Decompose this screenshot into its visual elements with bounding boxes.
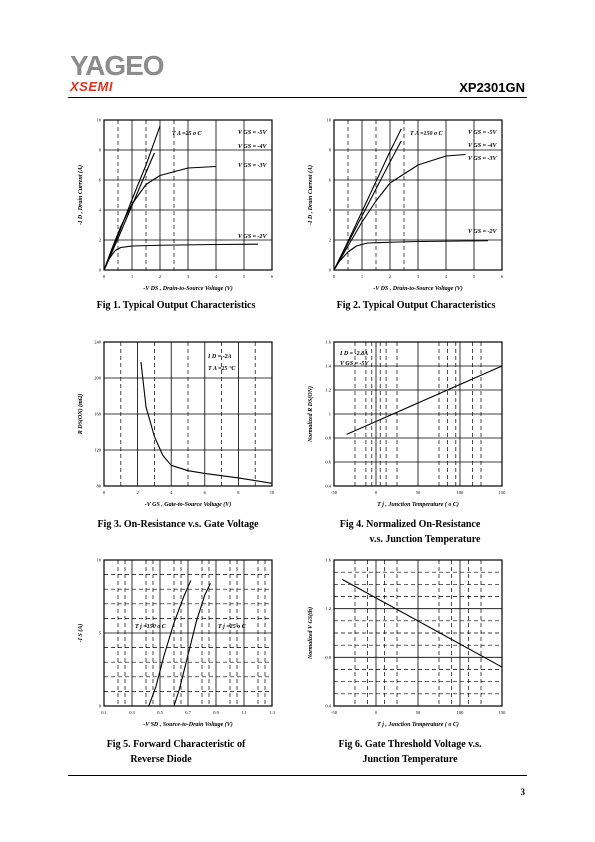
annotation-2: T A =25 °C (208, 366, 236, 372)
y-tick-label: 160 (94, 411, 101, 417)
part-number: XP2301GN (459, 80, 525, 95)
annotation-1: I D = -2.8A (340, 351, 369, 357)
chart-2 (298, 110, 518, 330)
figure-2-caption: Fig 2. Typical Output Characteristics (336, 300, 496, 311)
annotation-1: T A =25 o C (172, 131, 202, 137)
x-tick-label: 2 (158, 274, 162, 279)
y-tick-label: 240 (94, 339, 101, 345)
y-tick-label: 2 (328, 237, 331, 243)
x-tick-label: -50 (331, 710, 337, 715)
annotation-4: V GS = -3V (238, 163, 267, 169)
x-tick-label: 50 (415, 710, 421, 715)
y-tick-label: 6 (328, 177, 331, 183)
annotation-2: V GS = -5V (238, 130, 267, 136)
x-tick-label: 2 (136, 490, 139, 495)
annotation-1: T A =150 o C (410, 131, 443, 137)
brand-logo-top: YAGEO (70, 50, 164, 81)
figure-3-caption: Fig 3. On-Resistance v.s. Gate Voltage (97, 519, 259, 530)
annotation-3: V GS = -4V (468, 143, 497, 149)
figure-6-caption (290, 737, 530, 767)
x-tick-label: 8 (237, 490, 240, 495)
chart-1 (68, 110, 288, 330)
x-tick-label: 0 (332, 274, 336, 279)
x-tick-label: 5 (242, 274, 246, 279)
x-tick-label: 6 (500, 274, 504, 279)
series-line-1 (141, 362, 272, 484)
x-tick-label: 150 (498, 490, 506, 495)
y-tick-label: 80 (96, 483, 101, 489)
y-tick-label: 4 (328, 207, 331, 213)
annotation-1: I D = -2A (208, 354, 232, 360)
x-tick-label: 1.3 (269, 710, 275, 715)
figure-4-caption-line2: v.s. Junction Temperature (369, 534, 481, 545)
annotation-5: V GS = -2V (238, 234, 267, 240)
x-tick-label: 6 (203, 490, 206, 495)
y-axis-label: Normalized R DS(ON) (308, 385, 314, 443)
series-line-2 (104, 153, 154, 270)
y-tick-label: 2 (98, 237, 101, 243)
series-line-1 (149, 580, 191, 706)
figure-4-caption-line1: Fig 4. Normalized On-Resistance (339, 519, 481, 530)
y-tick-label: 1.2 (325, 606, 331, 612)
series-line-4 (334, 241, 488, 270)
y-tick-label: 0 (98, 267, 101, 273)
x-axis-label: -V DS , Drain-to-Source Voltage (V) (373, 286, 463, 292)
x-tick-label: 0.1 (101, 710, 107, 715)
series-line-1 (347, 366, 502, 434)
y-tick-label: 1.6 (325, 339, 331, 345)
x-tick-label: 50 (415, 490, 421, 495)
header-rule (68, 97, 527, 98)
y-tick-label: 120 (94, 447, 101, 453)
x-tick-label: 0.3 (129, 710, 135, 715)
x-axis-label: T j , Junction Temperature ( o C) (377, 502, 459, 508)
x-tick-label: 100 (456, 490, 464, 495)
x-tick-label: 4 (214, 274, 218, 279)
y-axis-label: Normalized V GS(th) (308, 606, 314, 660)
series-line-1 (342, 579, 502, 667)
y-tick-label: 6 (98, 177, 101, 183)
y-tick-label: 5 (98, 630, 101, 636)
x-tick-label: 4 (170, 490, 173, 495)
x-tick-label: 2 (388, 274, 392, 279)
page-number: 3 (520, 787, 525, 797)
annotation-5: V GS = -2V (468, 229, 497, 235)
x-axis-label: T j , Junction Temperature ( o C) (377, 722, 459, 728)
y-tick-label: 200 (94, 375, 101, 381)
x-tick-label: 150 (498, 710, 506, 715)
x-tick-label: 1.1 (241, 710, 247, 715)
x-tick-label: 1 (360, 274, 364, 279)
x-tick-label: 1 (130, 274, 134, 279)
series-line-4 (104, 244, 258, 270)
y-axis-label: -I D , Drain Current (A) (308, 164, 314, 226)
y-tick-label: 4 (98, 207, 101, 213)
x-tick-label: 3 (186, 274, 190, 279)
x-tick-label: 100 (456, 710, 464, 715)
annotation-4: V GS = -3V (468, 156, 497, 162)
y-tick-label: 0.4 (325, 483, 331, 489)
y-tick-label: 1 (328, 411, 331, 417)
x-tick-label: 3 (416, 274, 420, 279)
brand-logo-bottom: XSEMI (70, 79, 113, 94)
x-axis-label: -V SD , Source-to-Drain Voltage (V) (143, 722, 233, 728)
x-tick-label: 5 (472, 274, 476, 279)
y-tick-label: 10 (326, 117, 331, 123)
annotation-3: V GS = -4V (238, 144, 267, 150)
y-tick-label: 0 (328, 267, 331, 273)
y-tick-label: 10 (96, 557, 101, 563)
y-tick-label: 0.8 (325, 654, 331, 660)
figure-6-caption-line2: Junction Temperature (362, 754, 458, 765)
y-tick-label: 10 (96, 117, 101, 123)
series-line-2 (334, 141, 401, 270)
x-tick-label: 6 (270, 274, 274, 279)
footer-rule (68, 775, 527, 776)
y-tick-label: 1.2 (325, 387, 331, 393)
x-tick-label: 0 (102, 274, 106, 279)
x-tick-label: 0.7 (185, 710, 191, 715)
x-axis-label: -V DS , Drain-to-Source Voltage (V) (143, 286, 233, 292)
y-tick-label: 0.6 (325, 459, 331, 465)
annotation-2: V GS = -5V (468, 130, 497, 136)
annotation-1: T j =150 o C (135, 624, 166, 630)
y-tick-label: 0.4 (325, 703, 331, 709)
figure-5-caption (56, 737, 296, 767)
y-tick-label: 1.4 (325, 363, 331, 369)
figure-6-caption-line1: Fig 6. Gate Threshold Voltage v.s. (338, 739, 482, 750)
x-tick-label: 0.9 (213, 710, 219, 715)
x-tick-label: 0 (374, 490, 378, 495)
figure-4-caption (290, 517, 530, 547)
x-tick-label: 10 (269, 490, 275, 495)
y-tick-label: 8 (98, 147, 101, 153)
y-tick-label: 1.6 (325, 557, 331, 563)
x-tick-label: 0 (374, 710, 378, 715)
figure-2 (298, 110, 518, 330)
x-tick-label: 4 (444, 274, 448, 279)
y-tick-label: 0 (98, 703, 101, 709)
x-tick-label: 0 (102, 490, 106, 495)
series-line-2 (174, 583, 210, 706)
x-tick-label: 0.5 (157, 710, 163, 715)
brand-logo (70, 52, 164, 94)
y-axis-label: -I S (A) (78, 623, 84, 643)
annotation-2: T j =25 o C (218, 624, 246, 630)
y-tick-label: 0.8 (325, 435, 331, 441)
figure-5-caption-line2: Reverse Diode (130, 754, 192, 765)
y-axis-label: -I D , Drain Current (A) (78, 164, 84, 226)
x-axis-label: -V GS , Gate-to-Source Voltage (V) (144, 502, 232, 508)
x-tick-label: -50 (331, 490, 337, 495)
annotation-2: V GS = -5V (340, 361, 369, 367)
y-axis-label: R DS(ON) (mΩ) (78, 393, 84, 435)
figure-1 (68, 110, 288, 330)
figure-5-caption-line1: Fig 5. Forward Characteristic of (106, 739, 246, 750)
y-tick-label: 8 (328, 147, 331, 153)
figure-1-caption: Fig 1. Typical Output Characteristics (96, 300, 256, 311)
